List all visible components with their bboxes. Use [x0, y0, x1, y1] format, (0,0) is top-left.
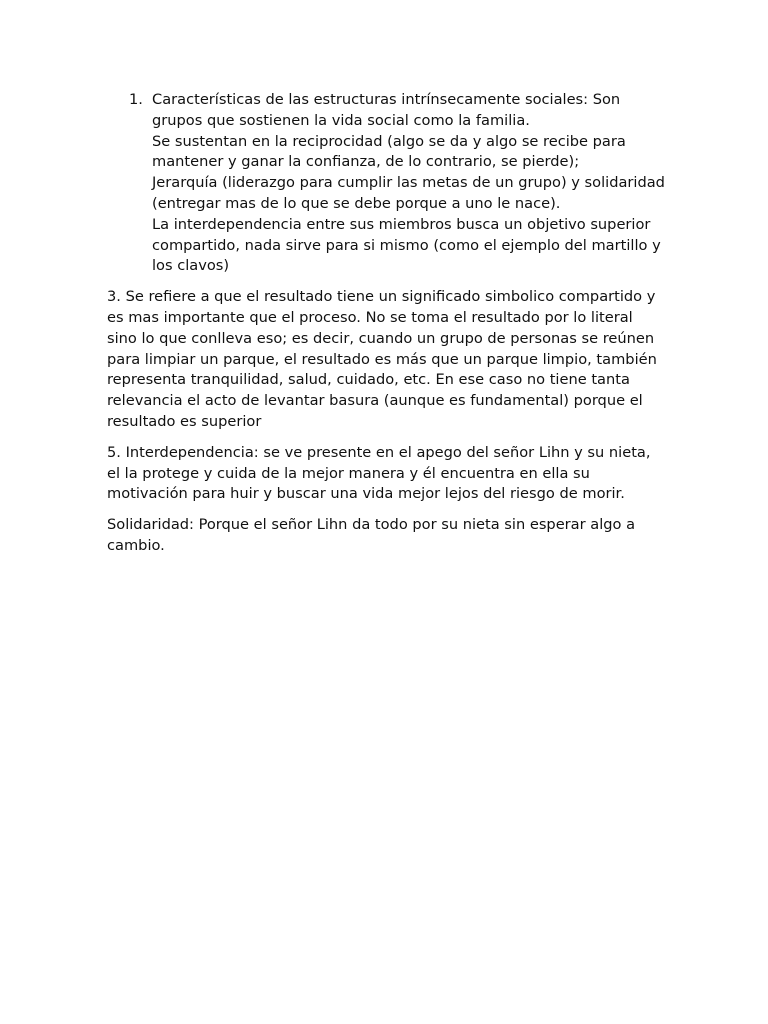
paragraph-solidaridad: Solidaridad: Porque el señor Lihn da todo por su nieta sin esperar algo a cambio. — [107, 516, 636, 554]
document-body — [107, 90, 667, 567]
list-item-1 — [107, 90, 667, 277]
item1-line-characteristics: Características de las estructuras intrínsecamente sociales: Son grupos que sostienen la vida social como la familia. — [152, 91, 621, 129]
paragraph-3: 3. Se refiere a que el resultado tiene un significado simbolico compartido y es mas importante que el proceso. No se toma el resultado por lo literal sino lo que conlleva eso; es decir, cuando un grupo de personas se reúnen para limpiar un parque, el resultado es más que un parque limpio, también representa tranquilidad, salud, cuidado, etc. En ese caso no tiene tanta relevancia el acto de levantar basura (aunque es fundamental) porque el resultado es superior — [107, 288, 657, 430]
list-number: 1. — [129, 91, 143, 108]
item1-line-interdependence: La interdependencia entre sus miembros busca un objetivo superior compartido, nada sirve para si mismo (como el ejemplo del martillo y los clavos) — [152, 215, 661, 275]
item1-line-hierarchy: Jerarquía (liderazgo para cumplir las metas de un grupo) y solidaridad (entregar mas de lo que se debe porque a uno le nace). — [152, 174, 665, 212]
list-item-body — [152, 90, 667, 277]
paragraph-5: 5. Interdependencia: se ve presente en el apego del señor Lihn y su nieta, el la protege y cuida de la mejor manera y él encuentra en ella su motivación para huir y buscar una vida mejor lejos del riesgo de morir. — [107, 443, 651, 503]
item1-line-reciprocity: Se sustentan en la reciprocidad (algo se da y algo se recibe para mantener y ganar la confianza, de lo contrario, se pierde); — [152, 132, 626, 171]
